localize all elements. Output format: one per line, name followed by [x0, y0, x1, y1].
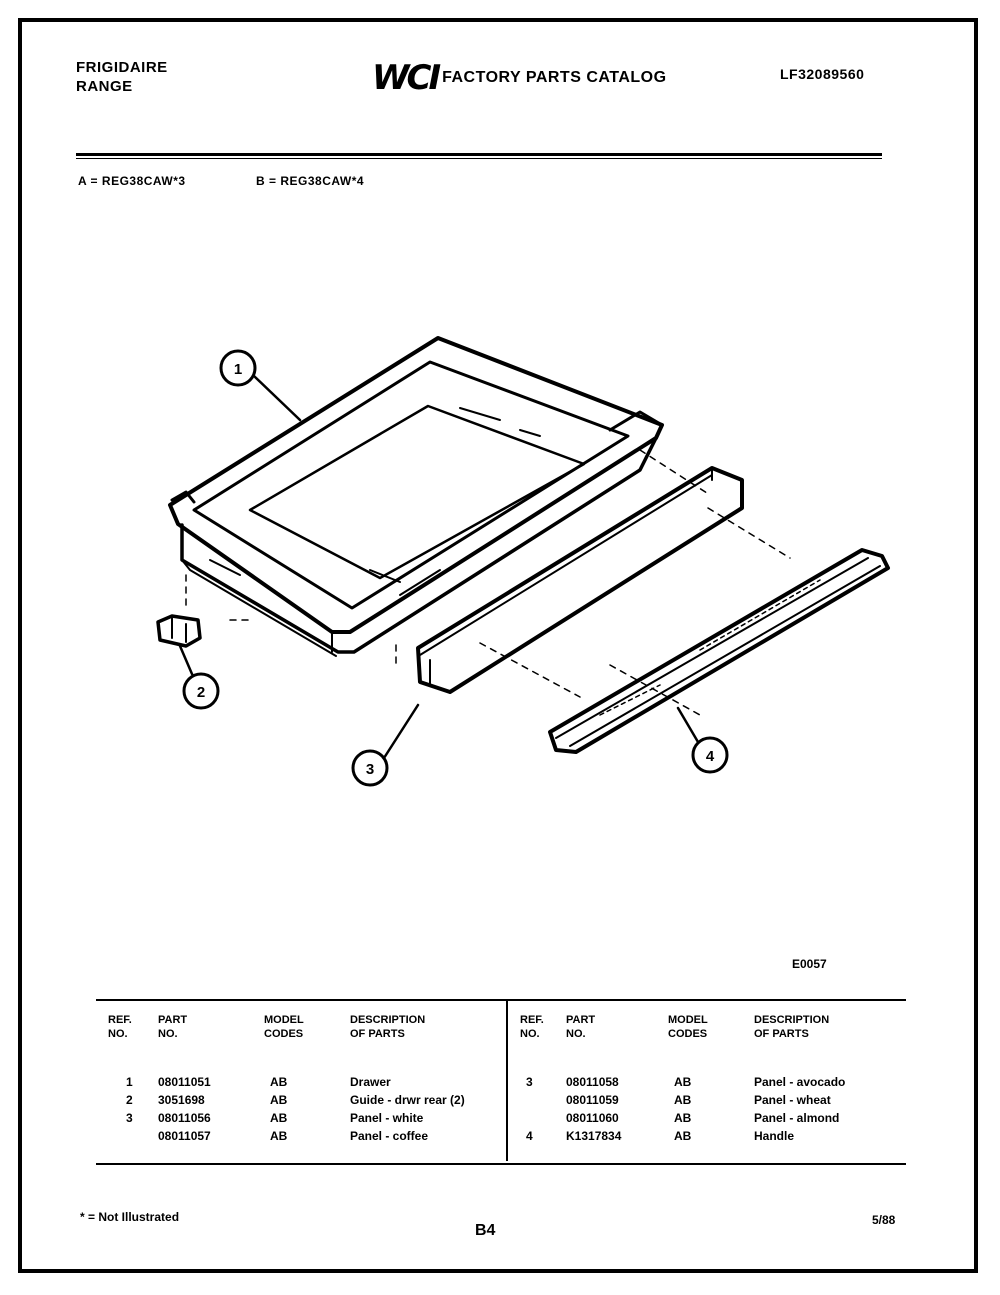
table-divider: [506, 1001, 508, 1161]
header-desc: DESCRIPTION OF PARTS: [350, 1014, 426, 1040]
header-rule-bottom: [76, 158, 882, 159]
guide-part: [158, 616, 200, 646]
header-desc-right: DESCRIPTION OF PARTS: [754, 1014, 830, 1040]
catalog-date: 5/88: [872, 1213, 896, 1227]
header-model-right: MODEL CODES: [668, 1014, 708, 1040]
page-number: B4: [475, 1222, 496, 1239]
callout-3: [353, 705, 418, 785]
table-rule-top: [96, 999, 906, 1001]
figure-id: E0057: [792, 957, 827, 971]
catalog-header: [372, 58, 667, 98]
parts-table: REF. NO. PART NO. MODEL CODES DESCRIPTION OF PARTS REF. NO. PART NO. MODEL CODES DESCRIPTION OF PARTS 1 08011051 AB Drawer 2 3051698 AB Guide - drwr rear (2) 3 08011056 AB Panel - white 08011057 AB Panel - coffee 3 08011058 AB Panel - avocado 08011059 AB Panel - wheat 08011060 AB Panel - almond 4 K1317834 AB Handle: [96, 995, 906, 1167]
exploded-parts-diagram: [100, 320, 900, 800]
callout-4: [678, 708, 727, 772]
header-part: PART NO.: [158, 1014, 188, 1040]
drawer-part: [170, 338, 662, 656]
brand-name: FRIGIDAIRE: [76, 59, 168, 76]
header-model: MODEL CODES: [264, 1014, 304, 1040]
product-type: RANGE: [76, 78, 133, 95]
not-illustrated-note: * = Not Illustrated: [80, 1210, 180, 1224]
header-ref-right: REF. NO.: [520, 1014, 544, 1040]
wci-logo: WCI: [372, 58, 439, 98]
catalog-number: LF32089560: [780, 66, 865, 82]
callout-3-label: 3: [365, 761, 375, 778]
callout-1-label: 1: [233, 361, 243, 378]
header-part-right: PART NO.: [566, 1014, 596, 1040]
table-rule-bottom: [96, 1163, 906, 1165]
callout-2-label: 2: [196, 684, 206, 701]
model-b: B = REG38CAW*4: [256, 174, 365, 188]
model-a: A = REG38CAW*3: [78, 174, 186, 188]
catalog-title: FACTORY PARTS CATALOG: [442, 69, 667, 86]
brand-block: [76, 58, 168, 96]
header-ref: REF. NO.: [108, 1014, 132, 1040]
callout-4-label: 4: [705, 748, 715, 765]
alignment-lines: [186, 450, 790, 715]
handle-part: [550, 550, 888, 752]
header-rule-top: [76, 153, 882, 156]
